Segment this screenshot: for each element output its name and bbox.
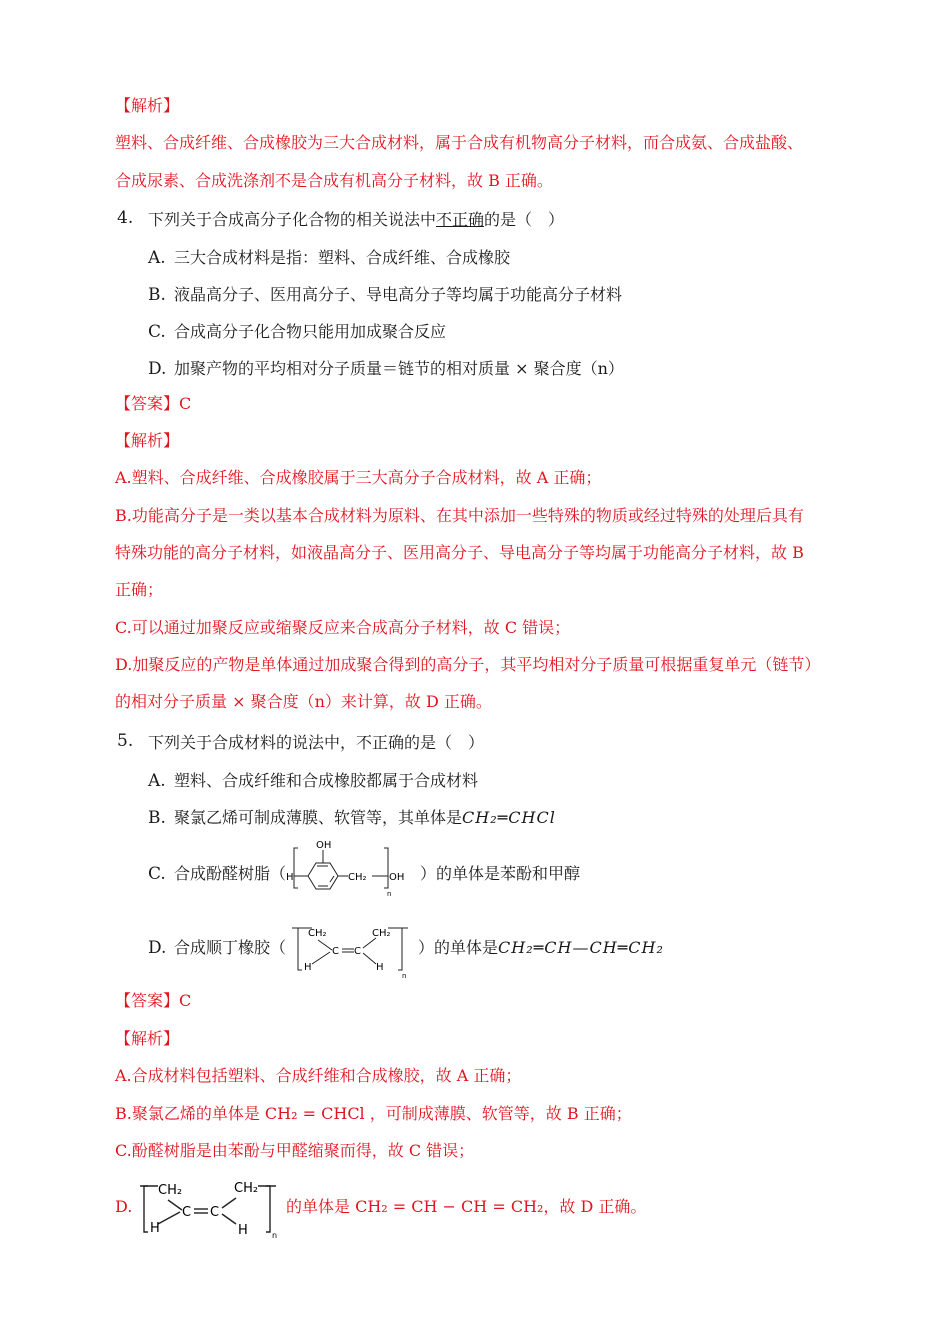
- struct-n: n: [387, 890, 392, 898]
- answer-label: 【答案】C: [115, 394, 192, 413]
- butadiene-rubber-structure: [288, 920, 418, 980]
- analysis-text-line: 塑料、合成纤维、合成橡胶为三大合成材料，属于合成有机物高分子材料，而合成氨、合成盐酸、: [115, 133, 804, 152]
- struct-ch2-right: CH₂: [372, 928, 391, 939]
- phenolic-resin-structure: [286, 836, 416, 898]
- option-letter: B.: [148, 808, 166, 828]
- struct-h: H: [286, 872, 294, 883]
- option-c: [148, 861, 286, 884]
- question-stem: [148, 207, 564, 230]
- analysis-text-line: 的相对分子质量 × 聚合度（n）来计算，故 D 正确。: [115, 692, 492, 711]
- struct-n: n: [402, 972, 407, 980]
- struct-c1: C: [182, 1205, 192, 1220]
- analysis-text-line: 正确；: [115, 580, 164, 599]
- question-stem: 下列关于合成材料的说法中，不正确的是（ ）: [148, 733, 485, 752]
- struct-c2: C: [210, 1205, 220, 1220]
- option-text: 聚氯乙烯可制成薄膜、软管等，其单体是: [174, 808, 463, 827]
- option-b: [148, 805, 556, 828]
- struct-ch2-right: CH₂: [234, 1181, 259, 1196]
- option-letter: A.: [148, 248, 166, 268]
- option-a: [148, 245, 510, 268]
- struct-ch2-left: CH₂: [308, 928, 327, 939]
- monomer-formula: CH₂═CHCl: [462, 808, 556, 827]
- option-text: 塑料、合成纤维和合成橡胶都属于合成材料: [174, 771, 479, 790]
- struct-oh-top: OH: [316, 840, 332, 851]
- struct-h1: H: [304, 962, 312, 973]
- monomer-formula: CH₂═CH—CH═CH₂: [498, 938, 664, 957]
- analysis-text-line: C.可以通过加聚反应或缩聚反应来合成高分子材料，故 C 错误；: [115, 618, 571, 637]
- option-letter: D.: [148, 938, 167, 958]
- option-text: 三大合成材料是指：塑料、合成纤维、合成橡胶: [174, 248, 511, 267]
- option-text: 加聚产物的平均相对分子质量＝链节的相对质量 × 聚合度（n）: [174, 359, 624, 378]
- struct-c2: C: [354, 946, 361, 957]
- butadiene-rubber-structure: [138, 1176, 288, 1240]
- option-text: 合成高分子化合物只能用加成聚合反应: [174, 322, 447, 341]
- analysis-text-line: A.塑料、合成纤维、合成橡胶属于三大高分子合成材料，故 A 正确；: [115, 468, 602, 487]
- stem-post: 的是（ ）: [484, 210, 565, 229]
- option-letter: A.: [148, 771, 166, 791]
- option-letter: B.: [148, 285, 166, 305]
- question-number: 4.: [117, 208, 134, 228]
- stem-pre: 下列关于合成高分子化合物的相关说法中: [148, 210, 437, 229]
- analysis-text-line: B.聚氯乙烯的单体是 CH₂ = CHCl ，可制成薄膜、软管等，故 B 正确；: [115, 1104, 632, 1123]
- option-b: [148, 282, 622, 305]
- analysis-label: 【解析】: [115, 96, 180, 115]
- analysis-label: 【解析】: [115, 1029, 180, 1048]
- analysis-text-line: B.功能高分子是一类以基本合成材料为原料、在其中添加一些特殊的物质或经过特殊的处理后具有: [115, 506, 804, 525]
- option-text: 液晶高分子、医用高分子、导电高分子等均属于功能高分子材料: [174, 285, 623, 304]
- struct-h2: H: [238, 1223, 248, 1238]
- option-c-post: ）的单体是苯酚和甲醇: [420, 864, 581, 883]
- stem-emphasis: 不正确: [436, 210, 485, 229]
- struct-h2: H: [376, 962, 384, 973]
- struct-h1: H: [150, 1221, 160, 1236]
- struct-ch2-left: CH₂: [158, 1183, 183, 1198]
- option-a: [148, 768, 478, 791]
- struct-oh-end: OH: [389, 872, 405, 883]
- analysis-text-line: 特殊功能的高分子材料，如液晶高分子、医用高分子、导电高分子等均属于功能高分子材料，故 B: [115, 543, 804, 562]
- analysis-label: 【解析】: [115, 431, 180, 450]
- option-text-post: ）的单体是: [418, 938, 499, 957]
- analysis-text-line: 的单体是 CH₂ = CH − CH = CH₂，故 D 正确。: [286, 1197, 647, 1216]
- option-text-pre: 合成酚醛树脂（: [174, 864, 287, 883]
- option-d: [148, 356, 624, 379]
- option-letter: D.: [148, 359, 167, 379]
- analysis-text-line: A.合成材料包括塑料、合成纤维和合成橡胶，故 A 正确；: [115, 1066, 522, 1085]
- struct-c1: C: [332, 946, 339, 957]
- option-text-pre: 合成顺丁橡胶（: [174, 938, 287, 957]
- struct-ch2: CH₂: [348, 872, 367, 883]
- analysis-d-prefix: D.: [115, 1197, 133, 1216]
- analysis-text-line: C.酚醛树脂是由苯酚与甲醛缩聚而得，故 C 错误；: [115, 1141, 475, 1160]
- option-d-post: [418, 935, 664, 958]
- option-letter: C.: [148, 322, 166, 342]
- struct-n: n: [272, 1231, 278, 1240]
- question-number: 5.: [117, 731, 134, 751]
- option-c: [148, 319, 446, 342]
- analysis-text-line: 合成尿素、合成洗涤剂不是合成有机高分子材料，故 B 正确。: [115, 171, 553, 190]
- analysis-text-line: D.加聚反应的产物是单体通过加成聚合得到的高分子，其平均相对分子质量可根据重复单元（链节）: [115, 655, 821, 674]
- answer-label: 【答案】C: [115, 991, 192, 1010]
- option-letter: C.: [148, 864, 166, 884]
- option-d: [148, 935, 286, 958]
